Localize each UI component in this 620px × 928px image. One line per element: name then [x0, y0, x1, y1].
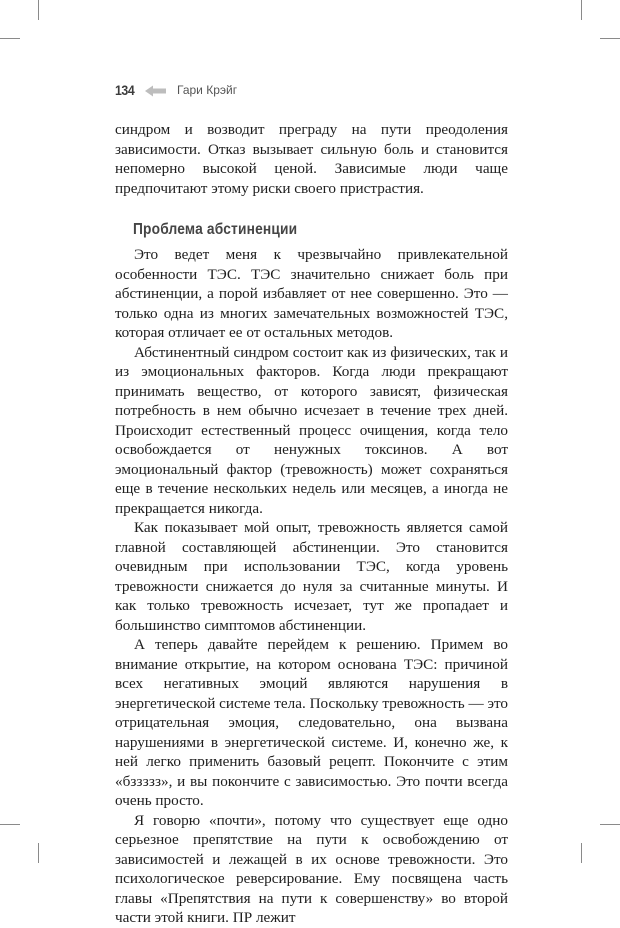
paragraph: Как показывает мой опыт, тревожность является самой главной составляющей абстиненции. Это становится очевидным при использовании ТЭС, когда уровень тревожности снижается до нуля за считанные минуты. И как только тревожность исчезает, тут же пропадает и большинство симптомов абстиненции. [115, 519, 508, 634]
crop-mark-bottom-left-vertical [38, 843, 39, 863]
page-number: 134 [115, 82, 135, 98]
author-name: Гари Крэйг [177, 83, 238, 97]
section-body [115, 245, 508, 928]
crop-mark-bottom-right-vertical [581, 843, 582, 863]
running-head [115, 80, 237, 100]
crop-mark-top-left-vertical [38, 0, 39, 20]
continuation-paragraph: синдром и возводит преграду на пути преодоления зависимости. Отказ вызывает сильную боль и становится непомерно высокой ценой. Зависимые люди чаще предпочитают этому риски своего пристрастия. [115, 121, 508, 197]
paragraph: Это ведет меня к чрезвычайно привлекательной особенности ТЭС. ТЭС значительно снижает боль при абстиненции, а порой избавляет от нее совершенно. Это — только одна из многих замечательных возможностей ТЭС, которая отличает ее от остальных методов. [115, 246, 508, 341]
paragraph: А теперь давайте перейдем к решению. Примем во внимание открытие, на котором основана ТЭС: причиной всех негативных эмоций являются нарушения в энергетической системе тела. Поскольку тревожность — это отрицательная эмоция, следовательно, она вызвана нарушениями в энергетической системе. И, конечно же, к ней легко применить базовый рецепт. Покончите с этим «бззззз», и вы покончите с зависимостью. Это почти всегда очень просто. [115, 636, 508, 809]
crop-mark-top-right-horizontal [600, 38, 620, 39]
crop-mark-bottom-left-horizontal [0, 824, 20, 825]
continuation-block [115, 120, 508, 198]
crop-mark-top-left-horizontal [0, 38, 20, 39]
paragraph: Абстинентный синдром состоит как из физических, так и из эмоциональных факторов. Когда люди прекращают принимать вещество, от которого зависят, физическая потребность в нем обычно исчезает в течение трех дней. Происходит естественный процесс очищения, когда тело освобождается от ненужных токсинов. А вот эмоциональный фактор (тревожность) может сохраняться еще в течение нескольких недель или месяцев, а иногда не прекращается никогда. [115, 343, 508, 517]
section-heading: Проблема абстиненции [133, 221, 298, 238]
crop-mark-top-right-vertical [581, 0, 582, 20]
paragraph: Я говорю «почти», потому что существует еще одно серьезное препятствие на пути к освобождению от зависимостей и лежащей в их основе тревожности. Это психологическое реверсирование. Ему посвящена часть главы «Препятствия на пути к совершенству» во второй части этой книги. ПР лежит [115, 811, 508, 926]
left-arrow-icon [145, 84, 167, 96]
crop-mark-bottom-right-horizontal [600, 824, 620, 825]
